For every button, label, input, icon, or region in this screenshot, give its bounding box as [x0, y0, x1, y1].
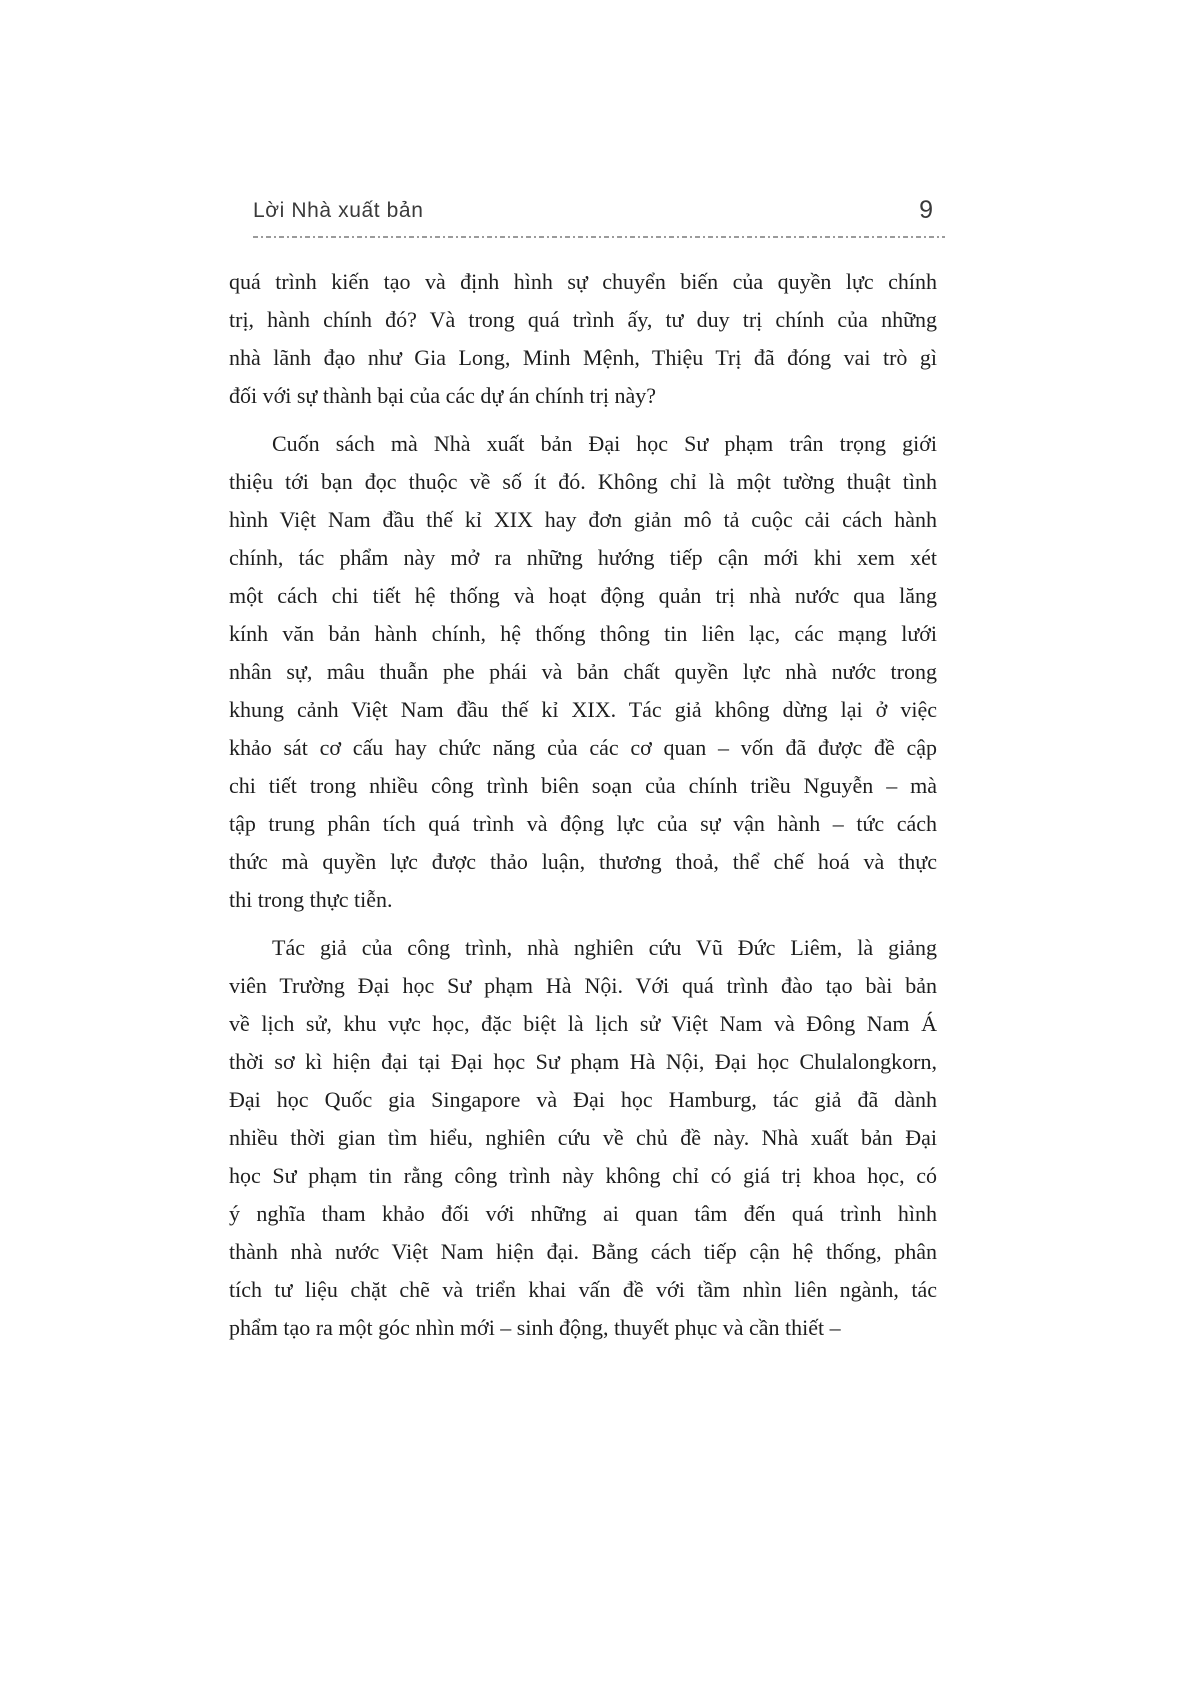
text-line: quá trình kiến tạo và định hình sự chuyển biến của quyền lực chính	[229, 269, 937, 294]
text-line: thiệu tới bạn đọc thuộc về số ít đó. Không chỉ là một tường thuật tình	[229, 469, 937, 494]
text-line: hình Việt Nam đầu thế kỉ XIX hay đơn giản mô tả cuộc cải cách hành	[229, 507, 937, 532]
text-line: khảo sát cơ cấu hay chức năng của các cơ quan – vốn đã được đề cập	[229, 735, 937, 760]
text-line: Tác giả của công trình, nhà nghiên cứu Vũ Đức Liêm, là giảng	[272, 935, 937, 960]
text-line: chính, tác phẩm này mở ra những hướng tiếp cận mới khi xem xét	[229, 545, 937, 570]
header-divider-rule	[253, 236, 945, 238]
text-line: trị, hành chính đó? Và trong quá trình ấy, tư duy trị chính của những	[229, 307, 937, 332]
running-head: Lời Nhà xuất bản	[253, 199, 424, 222]
text-line: kính văn bản hành chính, hệ thống thông tin liên lạc, các mạng lưới	[229, 621, 937, 646]
text-line: chi tiết trong nhiều công trình biên soạn của chính triều Nguyễn – mà	[229, 773, 937, 798]
text-line: thi trong thực tiễn.	[229, 887, 393, 912]
text-line: nhân sự, mâu thuẫn phe phái và bản chất quyền lực nhà nước trong	[229, 659, 937, 684]
text-line: nhiều thời gian tìm hiểu, nghiên cứu về chủ đề này. Nhà xuất bản Đại	[229, 1125, 937, 1150]
page-number: 9	[919, 196, 933, 224]
text-line: thành nhà nước Việt Nam hiện đại. Bằng cách tiếp cận hệ thống, phân	[229, 1239, 937, 1264]
text-line: tập trung phân tích quá trình và động lực của sự vận hành – tức cách	[229, 811, 937, 836]
paragraph	[229, 425, 937, 919]
text-line: một cách chi tiết hệ thống và hoạt động quản trị nhà nước qua lăng	[229, 583, 937, 608]
page-header	[253, 198, 945, 223]
text-line: viên Trường Đại học Sư phạm Hà Nội. Với quá trình đào tạo bài bản	[229, 973, 937, 998]
text-line: khung cảnh Việt Nam đầu thế kỉ XIX. Tác giả không dừng lại ở việc	[229, 697, 937, 722]
paragraph	[229, 929, 937, 1347]
text-line: về lịch sử, khu vực học, đặc biệt là lịch sử Việt Nam và Đông Nam Á	[229, 1011, 937, 1036]
text-line: nhà lãnh đạo như Gia Long, Minh Mệnh, Thiệu Trị đã đóng vai trò gì	[229, 345, 937, 370]
paragraph	[229, 263, 937, 415]
text-line: đối với sự thành bại của các dự án chính trị này?	[229, 383, 657, 408]
text-line: học Sư phạm tin rằng công trình này không chỉ có giá trị khoa học, có	[229, 1163, 937, 1188]
text-line: ý nghĩa tham khảo đối với những ai quan tâm đến quá trình hình	[229, 1201, 937, 1226]
text-line: thức mà quyền lực được thảo luận, thương thoả, thể chế hoá và thực	[229, 849, 937, 874]
text-line: Cuốn sách mà Nhà xuất bản Đại học Sư phạm trân trọng giới	[272, 431, 937, 456]
text-line: thời sơ kì hiện đại tại Đại học Sư phạm Hà Nội, Đại học Chulalongkorn,	[229, 1049, 937, 1074]
text-line: tích tư liệu chặt chẽ và triển khai vấn đề với tầm nhìn liên ngành, tác	[229, 1277, 937, 1302]
text-line: Đại học Quốc gia Singapore và Đại học Hamburg, tác giả đã dành	[229, 1087, 937, 1112]
text-line: phẩm tạo ra một góc nhìn mới – sinh động, thuyết phục và cần thiết –	[229, 1315, 841, 1340]
page-body	[229, 263, 937, 1347]
